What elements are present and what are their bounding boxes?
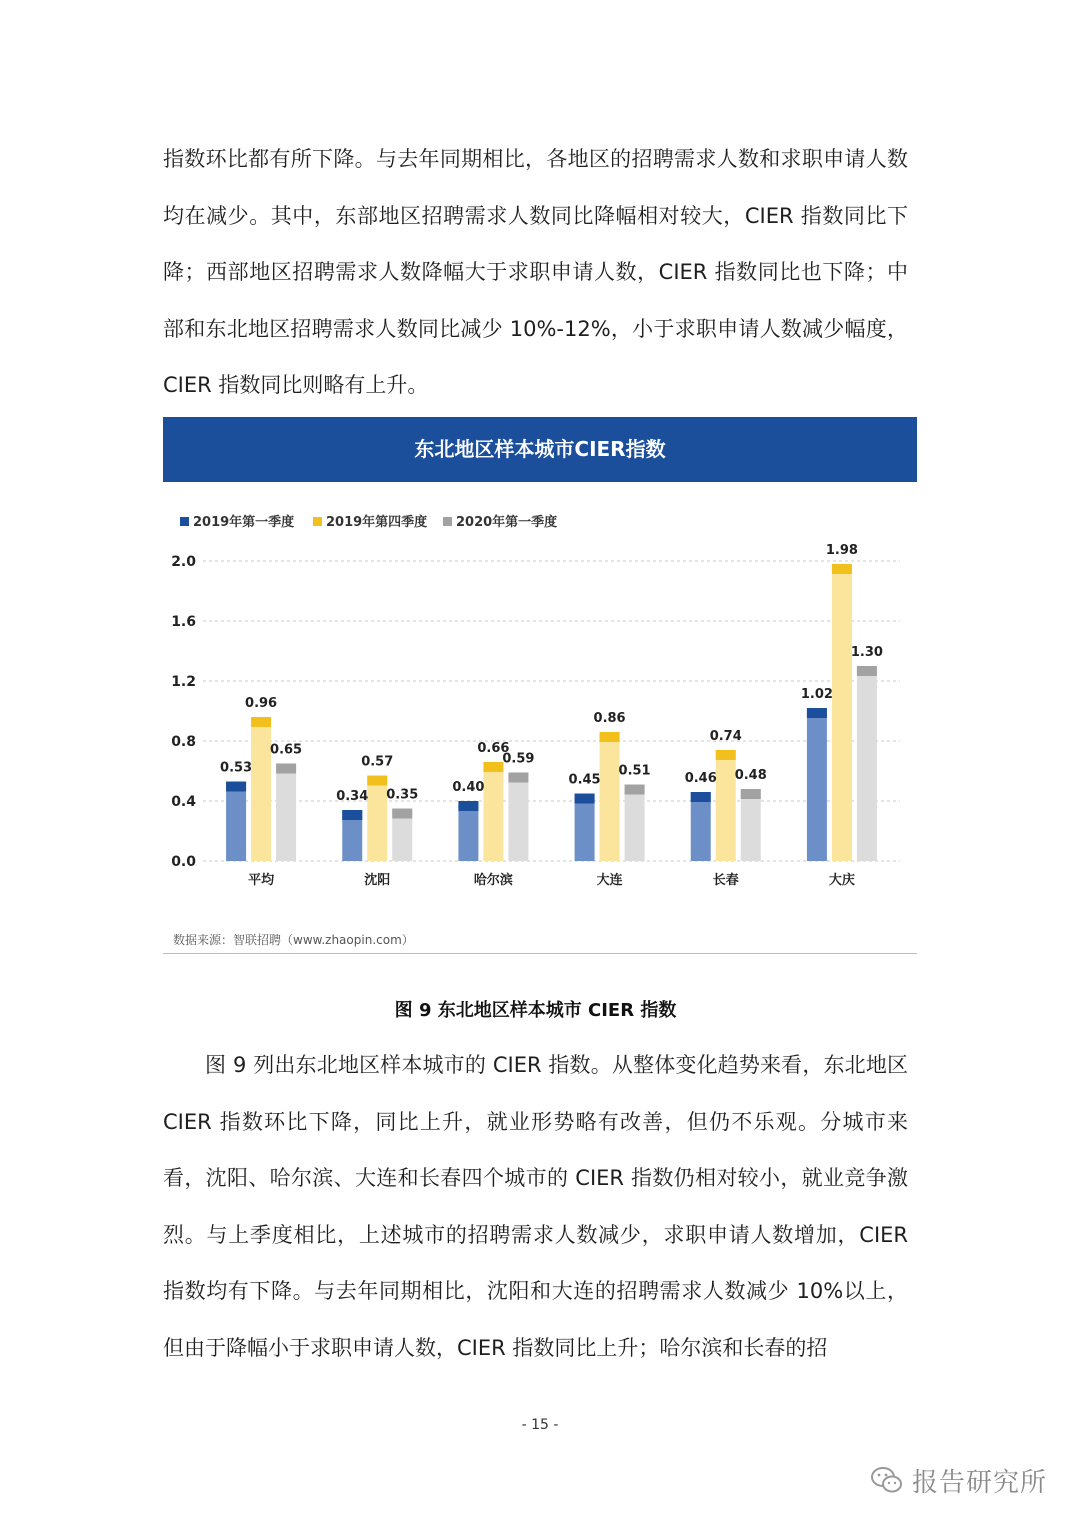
data-label: 0.35 xyxy=(386,787,419,803)
data-label: 0.86 xyxy=(593,711,626,726)
bar xyxy=(276,764,296,862)
bar xyxy=(367,776,387,862)
y-tick-label: 0.4 xyxy=(171,794,196,810)
bar-cap xyxy=(575,794,595,804)
figure-caption: 图 9 东北地区样本城市 CIER 指数 xyxy=(394,1000,677,1021)
bar-cap xyxy=(832,564,852,574)
y-tick-label: 0.0 xyxy=(171,854,196,870)
data-label: 0.66 xyxy=(477,741,510,756)
x-tick-label: 平均 xyxy=(248,873,275,888)
y-tick-label: 2.0 xyxy=(171,554,196,570)
bar xyxy=(600,732,620,861)
data-label: 0.74 xyxy=(709,729,742,744)
data-label: 1.98 xyxy=(825,543,858,558)
bar xyxy=(832,564,852,861)
legend-swatch xyxy=(180,517,189,526)
data-label: 1.02 xyxy=(800,687,833,702)
watermark xyxy=(870,1462,1047,1498)
data-label: 0.59 xyxy=(502,751,535,767)
x-tick-label: 长春 xyxy=(712,873,739,888)
bar-cap xyxy=(251,717,271,727)
bar-cap xyxy=(600,732,620,742)
legend-label: 2019年第一季度 xyxy=(193,515,295,530)
legend-swatch xyxy=(313,517,322,526)
data-label: 0.34 xyxy=(336,789,369,804)
bar xyxy=(716,750,736,861)
bar xyxy=(575,794,595,862)
bar-cap xyxy=(276,764,296,774)
bar-cap xyxy=(741,789,761,799)
wechat-icon xyxy=(870,1465,904,1495)
bar-cap xyxy=(458,801,478,811)
bar-cap xyxy=(691,792,711,802)
data-label: 0.96 xyxy=(245,696,278,711)
chart-divider xyxy=(163,953,917,954)
x-tick-label: 大庆 xyxy=(828,873,855,888)
data-label: 0.65 xyxy=(270,742,303,758)
data-label: 0.48 xyxy=(734,768,767,783)
data-label: 1.30 xyxy=(850,645,883,660)
bar xyxy=(807,708,827,861)
x-tick-label: 沈阳 xyxy=(364,873,391,888)
chart-container xyxy=(163,417,917,955)
y-axis-ticks xyxy=(171,554,196,870)
bar xyxy=(625,785,645,862)
bar xyxy=(483,762,503,861)
bar xyxy=(741,789,761,861)
bar xyxy=(226,782,246,862)
bar-cap xyxy=(625,785,645,795)
data-labels xyxy=(220,543,883,804)
bar xyxy=(857,666,877,861)
legend-label: 2019年第四季度 xyxy=(326,515,428,530)
chart-gridlines xyxy=(203,561,900,861)
legend-label: 2020年第一季度 xyxy=(456,515,558,530)
data-label: 0.40 xyxy=(452,780,485,795)
x-tick-label: 哈尔滨 xyxy=(473,873,513,888)
watermark-text: 报告研究所 xyxy=(912,1467,1048,1498)
bar-chart xyxy=(163,417,917,927)
body-paragraph-bottom: 图 9 列出东北地区样本城市的 CIER 指数。从整体变化趋势来看，东北地区 CIER 指数环比下降，同比上升，就业形势略有改善，但仍不乐观。分城市来看，沈阳、哈尔滨、大连和长春四个城市的 CIER 指数仍相对较小，就业竞争激烈。与上季度相比，上述城市的招聘需求人数减少，求职申请人数增加，CIER 指数均有下降。与去年同期相比，沈阳和大连的招聘需求人数减少 10%以上，但由于降幅小于求职申请人数，CIER 指数同比上升；哈尔滨和长春的招 xyxy=(163,1053,908,1360)
y-tick-label: 1.2 xyxy=(171,674,196,690)
data-label: 0.45 xyxy=(568,772,601,788)
x-tick-label: 大连 xyxy=(596,873,623,888)
y-tick-label: 0.8 xyxy=(171,734,196,750)
bar-cap xyxy=(508,773,528,783)
bar-cap xyxy=(716,750,736,760)
data-label: 0.53 xyxy=(220,760,253,776)
bar-cap xyxy=(483,762,503,772)
body-paragraph-top: 指数环比都有所下降。与去年同期相比，各地区的招聘需求人数和求职申请人数均在减少。其中，东部地区招聘需求人数同比降幅相对较大，CIER 指数同比下降；西部地区招聘需求人数降幅大于求职申请人数，CIER 指数同比也下降；中部和东北地区招聘需求人数同比减少 10%-12%，小于求职申请人数减少幅度，CIER 指数同比则略有上升。 xyxy=(163,147,908,397)
chart-legend xyxy=(180,514,557,530)
bar-cap xyxy=(807,708,827,718)
data-label: 0.57 xyxy=(361,754,394,770)
bar-cap xyxy=(367,776,387,786)
legend-swatch xyxy=(443,517,452,526)
bar-cap xyxy=(392,809,412,819)
bar xyxy=(251,717,271,861)
bar-cap xyxy=(857,666,877,676)
bar xyxy=(508,773,528,862)
chart-bars xyxy=(226,564,877,861)
chart-title: 东北地区样本城市CIER指数 xyxy=(163,417,917,482)
page-number: - 15 - xyxy=(521,1417,559,1433)
y-tick-label: 1.6 xyxy=(171,614,196,630)
bar-cap xyxy=(226,782,246,792)
data-label: 0.46 xyxy=(684,771,717,786)
data-label: 0.51 xyxy=(618,763,651,779)
bar-cap xyxy=(342,810,362,820)
bar xyxy=(691,792,711,861)
x-axis-ticks xyxy=(248,872,855,888)
chart-source-note: 数据来源：智联招聘（www.zhaopin.com） xyxy=(173,933,414,947)
